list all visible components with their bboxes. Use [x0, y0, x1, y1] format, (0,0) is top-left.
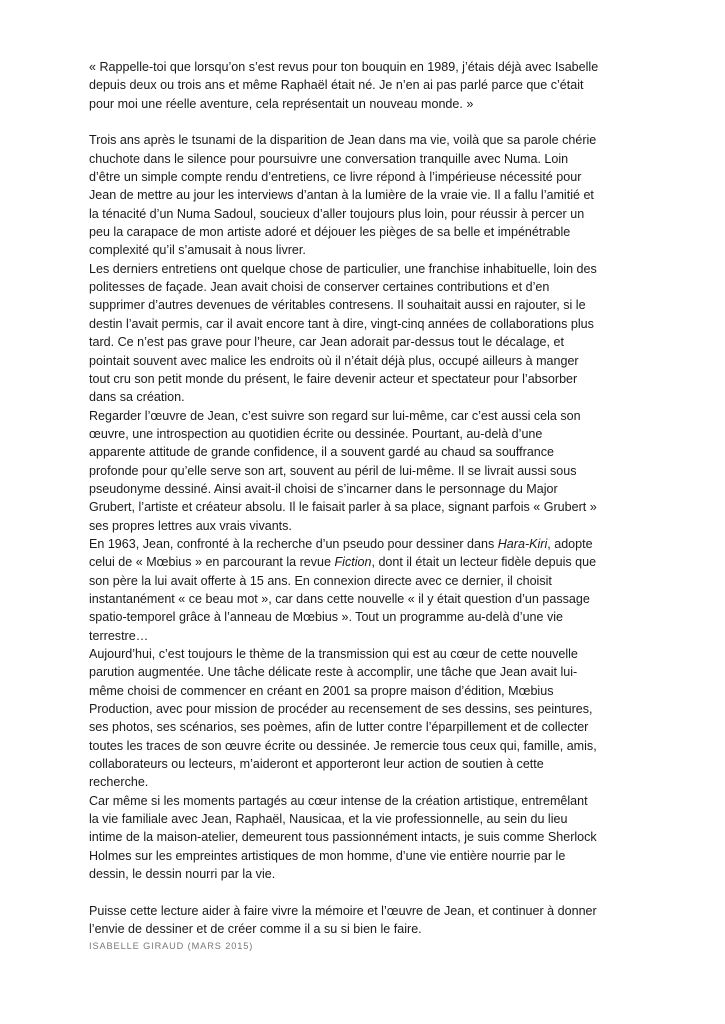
paragraph-regarder-oeuvre: Regarder l’œuvre de Jean, c’est suivre son regard sur lui-même, car c’est aussi cela son œuvre, une introspection au quotidien écrite ou dessinée. Pourtant, au-delà d’une apparente attitude de grande confidence, il a souvent gardé au chaud sa souffrance profonde pour qu’elle serve son art, souvent au péril de lui-même. Il se livrait aussi sous pseudonyme dessiné. Ainsi avait-il choisi de s’incarner dans le personnage du Major Grubert, l’artiste et créateur absolu. Il le faisait parler à sa place, signant parfois « Grubert » ses propres lettres aux vrais vivants.: [89, 408, 597, 533]
hara-kiri-title: Hara-Kiri: [497, 536, 548, 551]
paragraph-moebius: [89, 535, 599, 645]
opening-quote: « Rappelle-toi que lorsqu’on s’est revus pour ton bouquin en 1989, j’étais déjà avec Isabelle depuis deux ou trois ans et même Raphaël était né. Je n’en ai pas parlé parce que c’était pour moi une réelle aventure, cela représentait un nouveau monde. »: [89, 60, 599, 111]
moebius-text-2: , adopte celui de « Mœbius » en parcourant la revue: [89, 536, 593, 570]
author-signature: ISABELLE GIRAUD (MARS 2015): [89, 940, 254, 951]
moebius-text-1: En 1963, Jean, confronté à la recherche d’un pseudo pour dessiner dans: [89, 536, 498, 551]
paragraph-derniers-entretiens: Les derniers entretiens ont quelque chose de particulier, une franchise inhabituelle, loin des politesses de façade. Jean avait choisi de conserver certaines contributions et d’en supprimer d’autres devenues de véritables contresens. Il souhaitait aussi en rajouter, si le destin l’avait permis, car il avait encore tant à dire, vingt-cinq années de collaborations plus tard. Ce n’est pas grave pour l’heure, car Jean adorait par-dessus tout le décalage, et pointait souvent avec malice les endroits où il n’était déjà plus, occupé ailleurs à manger tout cru son petit monde du présent, le faire devenir acteur et spectateur pour l’absorber dans sa création.: [89, 261, 597, 405]
paragraph-closing: Puisse cette lecture aider à faire vivre la mémoire et l’œuvre de Jean, et continuer à donner l’envie de dessiner et de créer comme il a su si bien le faire.: [89, 903, 597, 937]
fiction-title: Fiction: [334, 555, 372, 570]
paragraph-transmission: Aujourd’hui, c’est toujours le thème de la transmission qui est au cœur de cette nouvelle parution augmentée. Une tâche délicate reste à accomplir, une tâche que Jean avait lui-même choisi de commencer en créant en 2001 sa propre maison d’édition, Mœbius Production, avec pour mission de procéder au recensement de ses dessins, ses peintures, ses photos, ses scénarios, ses poèmes, afin de lutter contre l’éparpillement et de collecter toutes les traces de son œuvre écrite ou dessinée. Je remercie tous ceux qui, famille, amis, collaborateurs ou lecteurs, m’aideront et apporteront leur action de soutien à cette recherche.: [89, 647, 597, 790]
paragraph-tsunami: Trois ans après le tsunami de la disparition de Jean dans ma vie, voilà que sa parole chérie chuchote dans le silence pour poursuivre une conversation tranquille avec Numa. Loin d’être un simple compte rendu d’entretiens, ce livre répond à l’impérieuse nécessité pour Jean de mettre au jour les interviews d’antan à la lumière de la vraie vie. Il a fallu l’amitié et la ténacité d’un Numa Sadoul, soucieux d’aller toujours plus loin, pour réussir à percer un peu la carapace de mon artiste adoré et déjouer les pièges de sa belle et impénétrable complexité qu’il s’amusait à nous livrer.: [89, 133, 597, 258]
moebius-text-3: , dont il était un lecteur fidèle depuis que son père la lui avait offerte à 15 ans. En connexion directe avec ce dernier, il choisit instantanément « ce beau mot », car dans cette nouvelle « il y était question d’un passage spatio-temporel grâce à l’anneau de Mœbius ». Tout un programme au-delà d’une vie terrestre…: [89, 555, 597, 643]
paragraph-moments-partages: Car même si les moments partagés au cœur intense de la création artistique, entremêlant la vie familiale avec Jean, Raphaël, Nausicaa, et la vie professionnelle, au sein du lieu intime de la maison-atelier, demeurent tous passionnément intacts, je suis comme Sherlock Holmes sur les empreintes artistiques de mon homme, d’une vie entière nourrie par le dessin, le dessin nourri par la vie.: [89, 793, 597, 882]
paragraph-gap: [89, 113, 599, 131]
document-page: [89, 58, 599, 953]
paragraph-gap: [89, 883, 599, 901]
